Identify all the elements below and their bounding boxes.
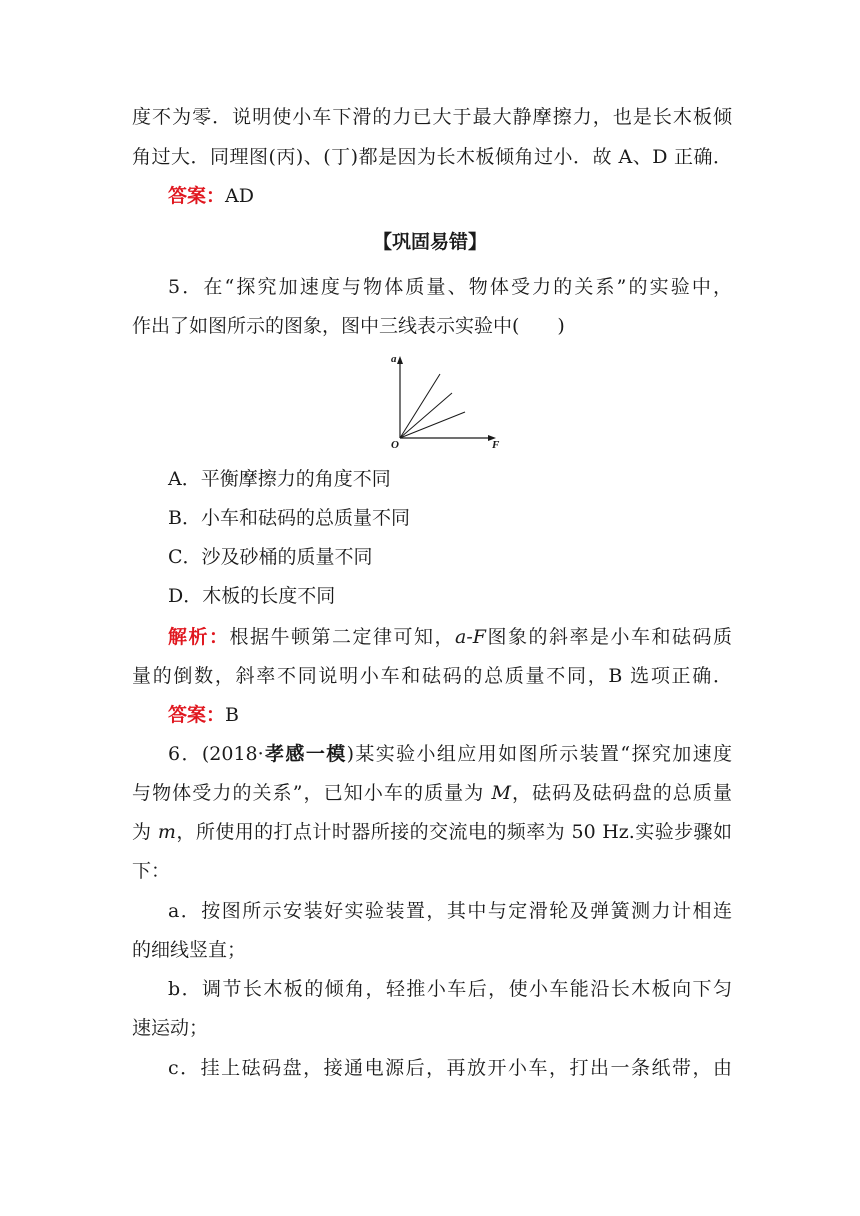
question-line [132,817,732,847]
step-line: a．按图所示安装好实验装置，其中与定滑轮及弹簧测力计相连 [168,900,732,922]
x-axis-label: F [492,439,500,450]
question-text: 为 [132,821,158,843]
answer-line [168,700,732,730]
steep-line [400,374,440,438]
question-line: 5．在“探究加速度与物体质量、物体受力的关系”的实验中， [168,276,732,298]
question-source: 孝感一模 [263,743,347,765]
a-f-graph [380,350,510,450]
origin-label: O [391,439,399,450]
question-text: )某实验小组应用如图所示装置“探究加速度 [346,743,732,765]
mass-symbol: m [157,821,176,843]
question-text: 与物体受力的关系”，已知小车的质量为 [132,782,492,804]
paragraph-line: 度不为零．说明使小车下滑的力已大于最大静摩擦力，也是长木板倾 [132,106,732,128]
answer-label: 答案： [168,185,226,207]
step-line: 速运动； [132,1017,209,1039]
question-text: ，所使用的打点计时器所接的交流电的频率为 50 Hz.实验步骤如 [175,821,732,843]
step-line: b．调节长木板的倾角，轻推小车后，使小车能沿长木板向下匀 [168,978,732,1000]
shallow-line [400,412,465,438]
y-axis-arrow [397,356,403,364]
mass-symbol: M [491,782,511,804]
step-line: 的细线竖直； [132,939,247,961]
middle-line [400,393,452,438]
step-line: c．挂上砝码盘，接通电源后，再放开小车，打出一条纸带，由 [168,1057,732,1079]
answer-value: B [225,704,239,726]
analysis-line: 量的倒数，斜率不同说明小车和砝码的总质量不同，B 选项正确． [132,665,732,687]
question-line: 作出了如图所示的图象，图中三线表示实验中( ) [132,315,565,337]
answer-label: 答案： [168,704,226,726]
analysis-line [168,622,732,652]
paragraph-line: 角过大．同理图(丙)、(丁)都是因为长木板倾角过小．故 A、D 正确． [132,146,732,168]
question-text: ，砝码及砝码盘的总质量 [510,782,732,804]
answer-line [168,181,732,211]
question-text: 6．(2018· [168,743,264,765]
analysis-label: 解析： [168,626,230,648]
option-a: A．平衡摩擦力的角度不同 [168,468,391,490]
y-axis-label: a [391,353,397,365]
analysis-text: 图象的斜率是小车和砝码质 [485,626,732,648]
option-d: D．木板的长度不同 [168,585,336,607]
analysis-symbol: a-F [455,626,486,648]
analysis-text: 根据牛顿第二定律可知， [229,626,456,648]
option-b: B．小车和砝码的总质量不同 [168,507,410,529]
section-title: 【巩固易错】 [372,231,487,253]
question-line: 下： [132,860,171,882]
question-line [168,739,732,769]
a-f-graph-figure [380,350,510,450]
option-c: C．沙及砂桶的质量不同 [168,546,373,568]
answer-value: AD [225,185,254,207]
question-line [132,778,732,808]
